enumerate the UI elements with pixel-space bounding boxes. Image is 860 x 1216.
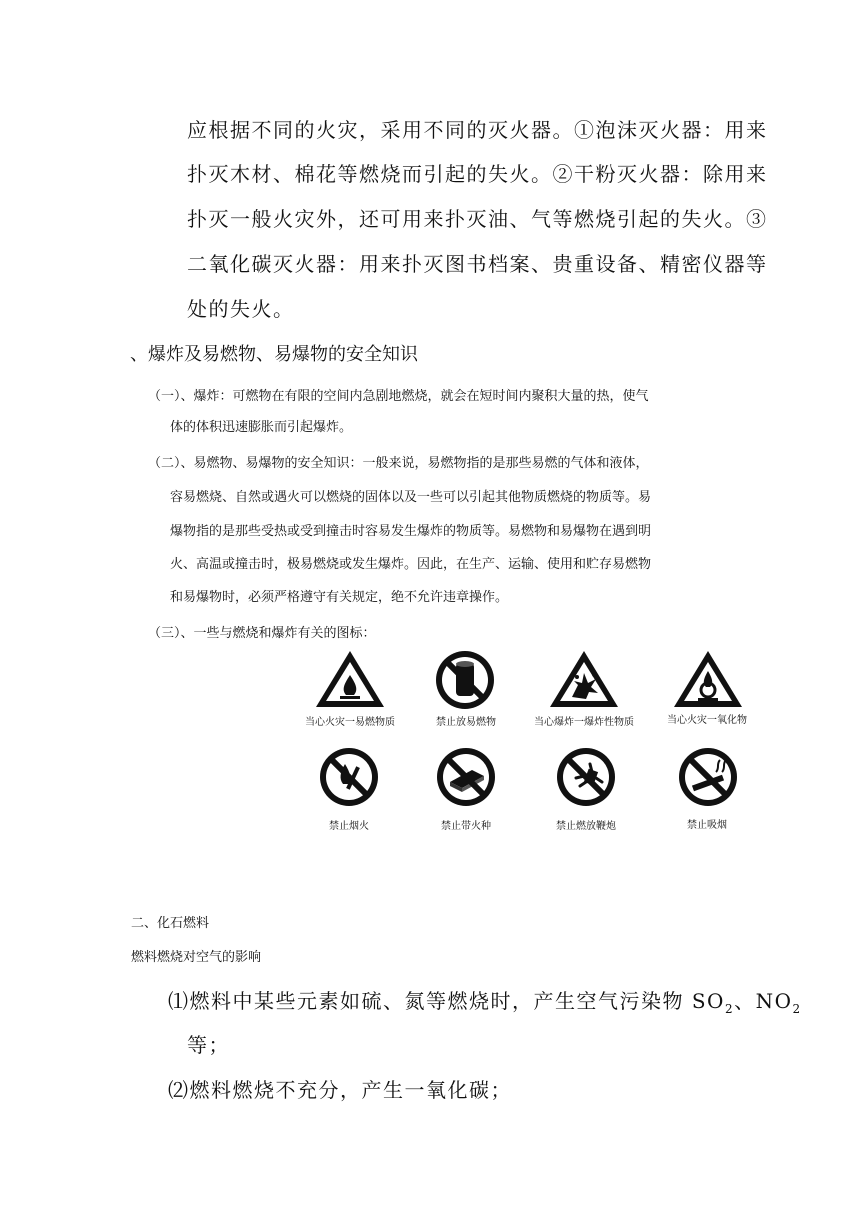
no-flammables-sign-icon bbox=[425, 645, 505, 715]
flammable-line-2: 容易燃烧、自然或遇火可以燃烧的固体以及一些可以引起其他物质燃烧的物质等。易 bbox=[170, 490, 652, 505]
warning-explosive-sign-icon bbox=[544, 645, 624, 715]
no-kindling-sign-icon bbox=[426, 742, 506, 812]
flammable-line-4: 火、高温或撞击时，极易燃烧或发生爆炸。因此，在生产、运输、使用和贮存易燃物 bbox=[170, 557, 652, 572]
fossil-fuels-heading: 二、化石燃料 bbox=[131, 916, 210, 931]
sign-caption-6: 禁止带火种 bbox=[441, 821, 491, 832]
fire-extinguisher-line-5: 处的失火。 bbox=[187, 297, 295, 321]
explosion-definition-cont: 体的体积迅速膨胀而引起爆炸。 bbox=[170, 420, 353, 435]
section-heading: 、爆炸及易燃物、易爆物的安全知识 bbox=[130, 344, 418, 365]
flammable-line-3: 爆物指的是那些受热或受到撞击时容易发生爆炸的物质等。易燃物和易爆物在遇到明 bbox=[170, 524, 652, 539]
warning-flammable-sign-icon bbox=[310, 645, 390, 715]
fire-extinguisher-line-1: 应根据不同的火灾，采用不同的灭火器。①泡沫灭火器：用来 bbox=[187, 118, 768, 142]
pollution-item-1: ⑴燃料中某些元素如硫、氮等燃烧时，产生空气污染物 $SO_2$、$NO_2$ bbox=[168, 989, 802, 1016]
no-open-flames-sign-icon bbox=[309, 742, 389, 812]
sign-caption-5: 禁止烟火 bbox=[329, 821, 369, 832]
flammable-line-5: 和易爆物时，必须严格遵守有关规定，绝不允许违章操作。 bbox=[170, 590, 509, 605]
fire-extinguisher-line-3: 扑灭一般火灾外，还可用来扑灭油、气等燃烧引起的失火。③ bbox=[187, 207, 768, 231]
no-smoking-sign-icon bbox=[668, 742, 748, 812]
sign-caption-1: 当心火灾一易燃物质 bbox=[305, 717, 395, 728]
sign-caption-4: 当心火灾一氧化物 bbox=[667, 715, 747, 726]
sign-caption-8: 禁止吸烟 bbox=[687, 820, 727, 831]
pollution-item-2: ⑵燃料燃烧不充分，产生一氧化碳； bbox=[168, 1078, 512, 1102]
warning-oxidizer-sign-icon bbox=[668, 645, 748, 715]
flammable-line-1: （二）、易燃物、易爆物的安全知识：一般来说，易燃物指的是那些易燃的气体和液体， bbox=[148, 456, 649, 471]
explosion-definition: （一）、爆炸：可燃物在有限的空间内急剧地燃烧，就会在短时间内聚积大量的热，使气 bbox=[148, 389, 649, 404]
icons-heading: （三）、一些与燃烧和爆炸有关的图标： bbox=[148, 626, 376, 641]
fire-extinguisher-line-4: 二氧化碳灭火器：用来扑灭图书档案、贵重设备、精密仪器等 bbox=[187, 252, 768, 276]
no-firecrackers-sign-icon bbox=[546, 742, 626, 812]
fuel-combustion-subheading: 燃料燃烧对空气的影响 bbox=[131, 950, 262, 965]
sign-caption-2: 禁止放易燃物 bbox=[436, 717, 496, 728]
sign-caption-3: 当心爆炸一爆炸性物质 bbox=[534, 717, 634, 728]
sign-caption-7: 禁止燃放鞭炮 bbox=[556, 821, 616, 832]
pollution-item-1-cont: 等； bbox=[187, 1033, 230, 1057]
fire-extinguisher-line-2: 扑灭木材、棉花等燃烧而引起的失火。②干粉灭火器：除用来 bbox=[187, 162, 768, 186]
